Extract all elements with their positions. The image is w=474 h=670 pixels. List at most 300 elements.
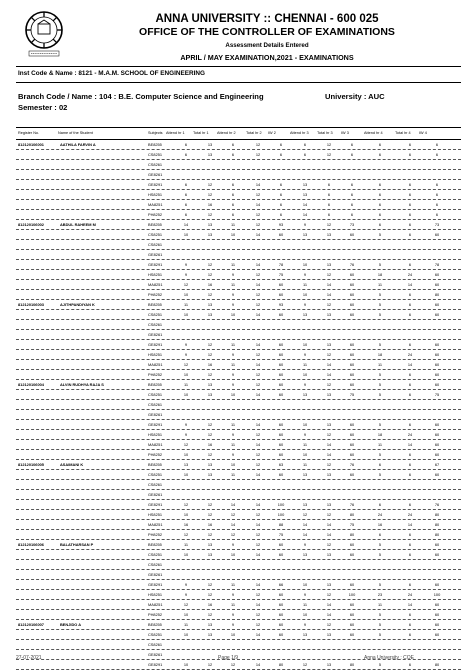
mark-cell: 60 bbox=[434, 452, 440, 457]
table-row bbox=[16, 370, 461, 380]
divider bbox=[16, 82, 461, 83]
table-row bbox=[16, 480, 461, 490]
mark-cell: 12 bbox=[207, 532, 213, 537]
mark-cell: 60 bbox=[434, 442, 440, 447]
mark-cell: 24 bbox=[407, 432, 413, 437]
mark-cell: 80 bbox=[349, 532, 355, 537]
mark-cell: 12 bbox=[326, 302, 332, 307]
mark-cell: 9 bbox=[303, 622, 307, 627]
table-row bbox=[16, 380, 461, 390]
mark-cell: 60 bbox=[349, 302, 355, 307]
mark-cell: 14 bbox=[407, 602, 413, 607]
register-number: 812120106002 bbox=[18, 222, 44, 227]
register-number: 812120106006 bbox=[18, 542, 44, 547]
mark-cell: 16 bbox=[207, 602, 213, 607]
mark-cell: 13 bbox=[207, 382, 213, 387]
mark-cell: 12 bbox=[207, 292, 213, 297]
mark-cell: 9 bbox=[231, 302, 235, 307]
table-row bbox=[16, 280, 461, 290]
mark-cell: 13 bbox=[326, 392, 332, 397]
mark-cell: 14 bbox=[326, 292, 332, 297]
mark-cell: 13 bbox=[302, 232, 308, 237]
table-row bbox=[16, 180, 461, 190]
mark-cell: 12 bbox=[183, 532, 189, 537]
mark-cell: 75 bbox=[278, 272, 284, 277]
mark-cell: 12 bbox=[255, 352, 261, 357]
table-row bbox=[16, 140, 461, 150]
mark-cell: 11 bbox=[230, 222, 236, 227]
mark-cell: 60 bbox=[434, 382, 440, 387]
mark-cell: 60 bbox=[349, 292, 355, 297]
column-header: Total hr 4 bbox=[395, 131, 411, 135]
subject-code: CS8261 bbox=[148, 562, 163, 567]
mark-cell: 14 bbox=[183, 222, 189, 227]
mark-cell: 10 bbox=[302, 422, 308, 427]
mark-cell: 14 bbox=[326, 282, 332, 287]
mark-cell: 16 bbox=[377, 522, 383, 527]
mark-cell: 12 bbox=[255, 612, 261, 617]
mark-cell: 6 bbox=[184, 202, 188, 207]
subject-code: BE8255 bbox=[148, 142, 162, 147]
mark-cell: 60 bbox=[278, 602, 284, 607]
mark-cell: 6 bbox=[408, 292, 412, 297]
mark-cell: 60 bbox=[278, 372, 284, 377]
mark-cell: 100 bbox=[277, 502, 285, 507]
mark-cell: 6 bbox=[408, 342, 412, 347]
mark-cell: 80 bbox=[434, 292, 440, 297]
subject-code: GE8291 bbox=[148, 582, 163, 587]
mark-cell: 6 bbox=[408, 192, 412, 197]
mark-cell: 9 bbox=[231, 382, 235, 387]
student-name: ASAIMANI K bbox=[60, 462, 84, 467]
column-header: Total hr 1 bbox=[193, 131, 209, 135]
mark-cell: 10 bbox=[183, 232, 189, 237]
mark-cell: 80 bbox=[434, 532, 440, 537]
mark-cell: 6 bbox=[303, 142, 307, 147]
mark-cell: 6 bbox=[378, 152, 382, 157]
subject-code: HS8251 bbox=[148, 512, 163, 517]
mark-cell: 16 bbox=[207, 202, 213, 207]
mark-cell: 13 bbox=[207, 622, 213, 627]
mark-cell: 75 bbox=[349, 392, 355, 397]
mark-cell: 13 bbox=[326, 342, 332, 347]
mark-cell: 60 bbox=[434, 632, 440, 637]
mark-cell: 10 bbox=[302, 262, 308, 267]
mark-cell: 13 bbox=[207, 392, 213, 397]
mark-cell: 6 bbox=[184, 152, 188, 157]
mark-cell: 14 bbox=[255, 392, 261, 397]
mark-cell: 12 bbox=[207, 502, 213, 507]
mark-cell: 14 bbox=[255, 522, 261, 527]
mark-cell: 9 bbox=[303, 542, 307, 547]
mark-cell: 13 bbox=[326, 552, 332, 557]
subject-code: MA8251 bbox=[148, 362, 163, 367]
mark-cell: 60 bbox=[278, 452, 284, 457]
mark-cell: 6 bbox=[408, 622, 412, 627]
mark-cell: 5 bbox=[378, 452, 382, 457]
mark-cell: 60 bbox=[278, 552, 284, 557]
mark-cell: 14 bbox=[255, 662, 261, 667]
mark-cell: 6 bbox=[408, 452, 412, 457]
mark-cell: 13 bbox=[207, 312, 213, 317]
mark-cell: 9 bbox=[231, 272, 235, 277]
mark-cell: 88 bbox=[278, 522, 284, 527]
mark-cell: 12 bbox=[207, 212, 213, 217]
mark-cell: 6 bbox=[435, 142, 439, 147]
mark-cell: 6 bbox=[408, 462, 412, 467]
table-top-rule bbox=[16, 127, 461, 128]
table-row bbox=[16, 210, 461, 220]
mark-cell: 60 bbox=[278, 392, 284, 397]
subject-code: MA8251 bbox=[148, 282, 163, 287]
mark-cell: 14 bbox=[255, 362, 261, 367]
table-row bbox=[16, 200, 461, 210]
column-header: Attend hr 4 bbox=[364, 131, 383, 135]
mark-cell: 13 bbox=[326, 232, 332, 237]
mark-cell: 13 bbox=[326, 262, 332, 267]
mark-cell: 60 bbox=[434, 612, 440, 617]
mark-cell: 6 bbox=[408, 262, 412, 267]
mark-cell: 18 bbox=[377, 272, 383, 277]
mark-cell: 12 bbox=[326, 432, 332, 437]
mark-cell: 12 bbox=[326, 622, 332, 627]
mark-cell: 11 bbox=[183, 382, 189, 387]
mark-cell: 60 bbox=[278, 592, 284, 597]
mark-cell: 6 bbox=[408, 502, 412, 507]
table-row bbox=[16, 630, 461, 640]
mark-cell: 5 bbox=[378, 542, 382, 547]
mark-cell: 10 bbox=[230, 232, 236, 237]
mark-cell: 6 bbox=[378, 202, 382, 207]
mark-cell: 60 bbox=[278, 472, 284, 477]
office-title: OFFICE OF THE CONTROLLER OF EXAMINATIONS bbox=[139, 26, 395, 38]
mark-cell: 12 bbox=[255, 382, 261, 387]
mark-cell: 5 bbox=[378, 232, 382, 237]
mark-cell: 12 bbox=[183, 442, 189, 447]
column-header: Attend hr 2 bbox=[217, 131, 236, 135]
mark-cell: 12 bbox=[207, 352, 213, 357]
mark-cell: 10 bbox=[183, 662, 189, 667]
print-date: 27-07-2021 bbox=[16, 655, 42, 661]
subject-code: PH8252 bbox=[148, 452, 163, 457]
mark-cell: 60 bbox=[349, 312, 355, 317]
mark-cell: 5 bbox=[378, 382, 382, 387]
mark-cell: 6 bbox=[327, 212, 331, 217]
mark-cell: 13 bbox=[183, 462, 189, 467]
table-row bbox=[16, 530, 461, 540]
mark-cell: 60 bbox=[434, 602, 440, 607]
mark-cell: 13 bbox=[207, 632, 213, 637]
mark-cell: 6 bbox=[231, 192, 235, 197]
table-row bbox=[16, 260, 461, 270]
mark-cell: 14 bbox=[230, 502, 236, 507]
mark-cell: 60 bbox=[278, 282, 284, 287]
mark-cell: 14 bbox=[255, 472, 261, 477]
mark-cell: 60 bbox=[278, 292, 284, 297]
mark-cell: 60 bbox=[278, 362, 284, 367]
mark-cell: 12 bbox=[207, 192, 213, 197]
mark-cell: 60 bbox=[349, 632, 355, 637]
mark-cell: 12 bbox=[207, 432, 213, 437]
mark-cell: 6 bbox=[231, 182, 235, 187]
mark-cell: 6 bbox=[378, 142, 382, 147]
mark-cell: 80 bbox=[349, 662, 355, 667]
mark-cell: 14 bbox=[326, 602, 332, 607]
mark-cell: 6 bbox=[378, 222, 382, 227]
mark-cell: 13 bbox=[207, 462, 213, 467]
mark-cell: 6 bbox=[408, 232, 412, 237]
mark-cell: 13 bbox=[207, 552, 213, 557]
mark-cell: 76 bbox=[349, 502, 355, 507]
mark-cell: 18 bbox=[377, 432, 383, 437]
mark-cell: 13 bbox=[207, 222, 213, 227]
mark-cell: 14 bbox=[255, 282, 261, 287]
subject-code: MA8251 bbox=[148, 602, 163, 607]
mark-cell: 12 bbox=[255, 212, 261, 217]
mark-cell: 9 bbox=[303, 382, 307, 387]
mark-cell: 10 bbox=[183, 312, 189, 317]
mark-cell: 60 bbox=[349, 432, 355, 437]
mark-cell: 11 bbox=[377, 442, 383, 447]
mark-cell: 6 bbox=[378, 192, 382, 197]
column-header: IW 2 bbox=[268, 131, 276, 135]
table-row bbox=[16, 470, 461, 480]
mark-cell: 16 bbox=[207, 522, 213, 527]
subject-code: GE8261 bbox=[148, 252, 163, 257]
mark-cell: 9 bbox=[231, 452, 235, 457]
mark-cell: 14 bbox=[302, 532, 308, 537]
mark-cell: 9 bbox=[231, 352, 235, 357]
subject-code: HS8251 bbox=[148, 272, 163, 277]
mark-cell: 12 bbox=[183, 602, 189, 607]
mark-cell: 6 bbox=[408, 372, 412, 377]
mark-cell: 10 bbox=[183, 552, 189, 557]
mark-cell: 12 bbox=[255, 432, 261, 437]
mark-cell: 60 bbox=[434, 582, 440, 587]
mark-cell: 5 bbox=[378, 472, 382, 477]
mark-cell: 60 bbox=[278, 422, 284, 427]
mark-cell: 14 bbox=[326, 452, 332, 457]
mark-cell: 12 bbox=[326, 382, 332, 387]
mark-cell: 60 bbox=[349, 452, 355, 457]
mark-cell: 60 bbox=[278, 542, 284, 547]
subject-code: CS8251 bbox=[148, 552, 163, 557]
subject-code: GE8261 bbox=[148, 412, 163, 417]
subject-code: PH8252 bbox=[148, 532, 163, 537]
mark-cell: 14 bbox=[255, 442, 261, 447]
student-name: ALVIN RUDHYA RAJA S bbox=[60, 382, 104, 387]
mark-cell: 14 bbox=[255, 232, 261, 237]
mark-cell: 9 bbox=[303, 592, 307, 597]
mark-cell: 13 bbox=[207, 542, 213, 547]
mark-cell: 5 bbox=[378, 312, 382, 317]
subject-code: CS8251 bbox=[148, 312, 163, 317]
mark-cell: 10 bbox=[183, 512, 189, 517]
subject-code: HS8251 bbox=[148, 192, 163, 197]
mark-cell: 16 bbox=[207, 442, 213, 447]
mark-cell: 12 bbox=[207, 342, 213, 347]
mark-cell: 6 bbox=[279, 182, 283, 187]
mark-cell: 11 bbox=[230, 282, 236, 287]
table-row bbox=[16, 550, 461, 560]
mark-cell: 6 bbox=[327, 202, 331, 207]
mark-cell: 9 bbox=[231, 372, 235, 377]
mark-cell: 5 bbox=[378, 342, 382, 347]
mark-cell: 6 bbox=[408, 182, 412, 187]
mark-cell: 6 bbox=[327, 192, 331, 197]
mark-cell: 80 bbox=[434, 662, 440, 667]
mark-cell: 11 bbox=[302, 442, 308, 447]
mark-cell: 6 bbox=[350, 142, 354, 147]
student-name: AJITHPANDIYAN K bbox=[60, 302, 95, 307]
subject-code: GE8291 bbox=[148, 342, 163, 347]
table-row bbox=[16, 350, 461, 360]
table-row bbox=[16, 360, 461, 370]
mark-cell: 60 bbox=[434, 272, 440, 277]
subject-code: BE8255 bbox=[148, 462, 162, 467]
subject-code: CS8251 bbox=[148, 232, 163, 237]
mark-cell: 6 bbox=[231, 202, 235, 207]
mark-cell: 60 bbox=[434, 362, 440, 367]
mark-cell: 14 bbox=[255, 632, 261, 637]
column-header: Subjects bbox=[148, 131, 163, 135]
register-number: 812120106005 bbox=[18, 462, 44, 467]
mark-cell: 11 bbox=[230, 602, 236, 607]
mark-cell: 60 bbox=[434, 372, 440, 377]
mark-cell: 12 bbox=[326, 352, 332, 357]
mark-cell: 14 bbox=[255, 502, 261, 507]
table-row bbox=[16, 500, 461, 510]
mark-cell: 100 bbox=[348, 592, 356, 597]
mark-cell: 6 bbox=[408, 152, 412, 157]
mark-cell: 9 bbox=[184, 432, 188, 437]
mark-cell: 10 bbox=[230, 392, 236, 397]
mark-cell: 13 bbox=[302, 472, 308, 477]
mark-cell: 6 bbox=[408, 212, 412, 217]
subject-code: GE8291 bbox=[148, 502, 163, 507]
mark-cell: 23 bbox=[377, 592, 383, 597]
mark-cell: 12 bbox=[255, 142, 261, 147]
mark-cell: 13 bbox=[326, 662, 332, 667]
mark-cell: 12 bbox=[255, 272, 261, 277]
mark-cell: 24 bbox=[377, 512, 383, 517]
divider bbox=[16, 66, 461, 67]
subject-code: PH8252 bbox=[148, 372, 163, 377]
mark-cell: 5 bbox=[378, 302, 382, 307]
table-row bbox=[16, 450, 461, 460]
mark-cell: 14 bbox=[255, 552, 261, 557]
mark-cell: 12 bbox=[183, 282, 189, 287]
mark-cell: 60 bbox=[349, 542, 355, 547]
mark-cell: 11 bbox=[302, 362, 308, 367]
mark-cell: 11 bbox=[183, 542, 189, 547]
mark-cell: 6 bbox=[435, 212, 439, 217]
student-name: ABDUL RAHEEM M bbox=[60, 222, 96, 227]
table-row bbox=[16, 490, 461, 500]
mark-cell: 6 bbox=[408, 392, 412, 397]
mark-cell: 60 bbox=[434, 352, 440, 357]
mark-cell: 6 bbox=[408, 552, 412, 557]
university-code: University : AUC bbox=[325, 92, 385, 101]
mark-cell: 6 bbox=[350, 202, 354, 207]
mark-cell: 5 bbox=[378, 662, 382, 667]
mark-cell: 60 bbox=[349, 422, 355, 427]
mark-cell: 6 bbox=[184, 182, 188, 187]
mark-cell: 80 bbox=[434, 512, 440, 517]
mark-cell: 11 bbox=[230, 362, 236, 367]
mark-cell: 13 bbox=[302, 182, 308, 187]
mark-cell: 5 bbox=[378, 292, 382, 297]
mark-cell: 6 bbox=[408, 222, 412, 227]
mark-cell: 6 bbox=[378, 502, 382, 507]
table-row bbox=[16, 510, 461, 520]
footer-source: Anna University : COE bbox=[364, 655, 415, 661]
mark-cell: 12 bbox=[207, 612, 213, 617]
mark-cell: 9 bbox=[184, 592, 188, 597]
column-header: IW 3 bbox=[341, 131, 349, 135]
mark-cell: 13 bbox=[326, 422, 332, 427]
mark-cell: 9 bbox=[231, 592, 235, 597]
table-row bbox=[16, 610, 461, 620]
mark-cell: 9 bbox=[303, 222, 307, 227]
mark-cell: 12 bbox=[326, 152, 332, 157]
mark-cell: 9 bbox=[184, 272, 188, 277]
mark-cell: 12 bbox=[255, 532, 261, 537]
table-row bbox=[16, 460, 461, 470]
mark-cell: 73 bbox=[349, 222, 355, 227]
mark-cell: 6 bbox=[184, 192, 188, 197]
mark-cell: 12 bbox=[207, 512, 213, 517]
mark-cell: 9 bbox=[231, 542, 235, 547]
mark-cell: 11 bbox=[230, 342, 236, 347]
column-header: Total hr 2 bbox=[246, 131, 262, 135]
mark-cell: 60 bbox=[278, 342, 284, 347]
register-number: 812120106007 bbox=[18, 622, 44, 627]
mark-cell: 16 bbox=[207, 282, 213, 287]
student-name: BENJIDO A bbox=[60, 622, 82, 627]
subject-code: CS8251 bbox=[148, 152, 163, 157]
semester-line: Semester : 02 bbox=[18, 103, 68, 112]
table-row bbox=[16, 570, 461, 580]
mark-cell: 6 bbox=[408, 202, 412, 207]
mark-cell: 76 bbox=[349, 462, 355, 467]
mark-cell: 5 bbox=[378, 552, 382, 557]
mark-cell: 60 bbox=[278, 442, 284, 447]
mark-cell: 80 bbox=[278, 662, 284, 667]
mark-cell: 14 bbox=[255, 342, 261, 347]
subject-code: BE8255 bbox=[148, 542, 162, 547]
subject-code: HS8251 bbox=[148, 432, 163, 437]
mark-cell: 11 bbox=[377, 282, 383, 287]
table-row bbox=[16, 220, 461, 230]
subject-code: CS8251 bbox=[148, 472, 163, 477]
subject-code: CS8261 bbox=[148, 482, 163, 487]
mark-cell: 60 bbox=[349, 442, 355, 447]
mark-cell: 18 bbox=[377, 352, 383, 357]
mark-cell: 60 bbox=[278, 232, 284, 237]
mark-cell: 12 bbox=[326, 222, 332, 227]
mark-cell: 10 bbox=[230, 552, 236, 557]
mark-cell: 5 bbox=[378, 632, 382, 637]
mark-cell: 5 bbox=[378, 422, 382, 427]
mark-cell: 6 bbox=[231, 142, 235, 147]
subject-code: BE8255 bbox=[148, 622, 162, 627]
mark-cell: 6 bbox=[350, 192, 354, 197]
mark-cell: 12 bbox=[255, 462, 261, 467]
mark-cell: 6 bbox=[435, 152, 439, 157]
mark-cell: 11 bbox=[183, 622, 189, 627]
mark-cell: 60 bbox=[278, 382, 284, 387]
